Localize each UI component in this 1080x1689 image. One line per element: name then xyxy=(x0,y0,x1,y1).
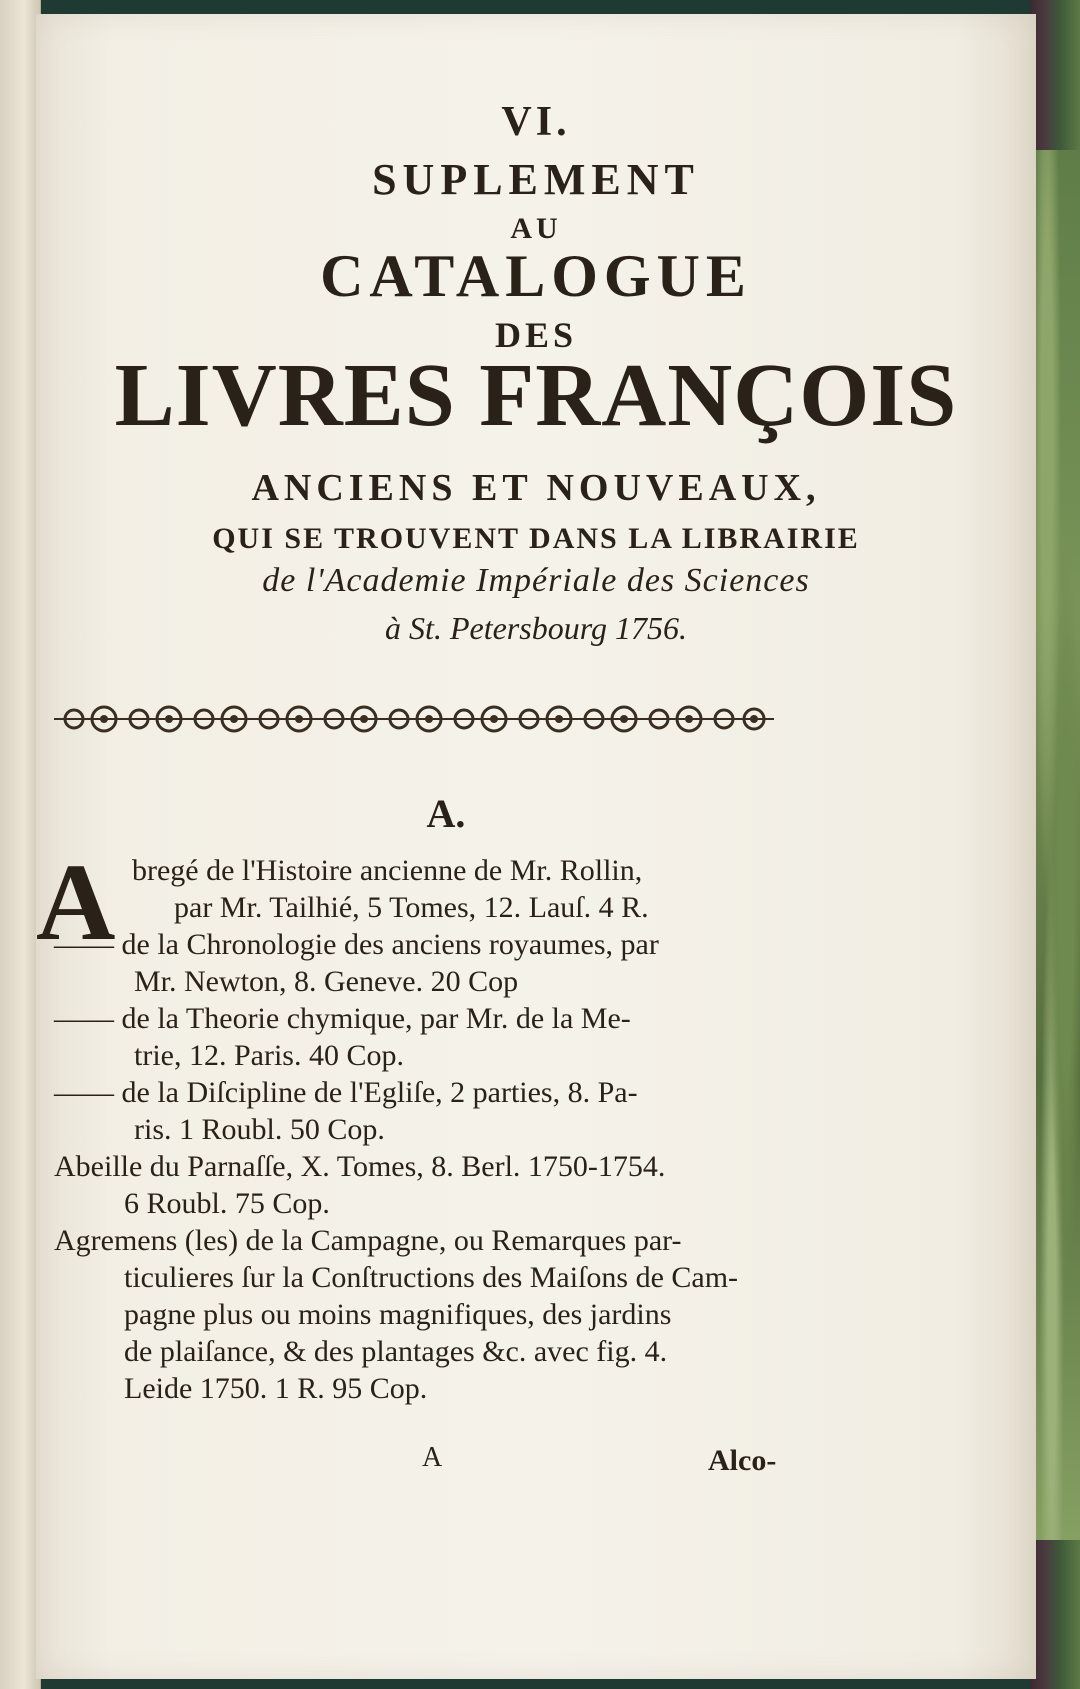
catchword: Alco- xyxy=(708,1444,777,1477)
subtitle-librairie: QUI SE TROUVENT DANS LA LIBRAIRIE xyxy=(212,522,860,555)
title-livres-francois: LIVRES FRANÇOIS xyxy=(114,346,958,445)
entry-line: trie, 12. Paris. 40 Cop. xyxy=(134,1039,404,1072)
title-au: AU xyxy=(510,212,562,245)
entry-line: pagne plus ou moins magnifiques, des jardins xyxy=(124,1298,672,1331)
entry-line: —— de la Theorie chymique, par Mr. de la Me- xyxy=(54,1002,631,1035)
section-letter: A. xyxy=(426,791,466,836)
title-catalogue: CATALOGUE xyxy=(320,243,752,309)
entry-line: ticulieres ſur la Conſtructions des Maiſons de Cam- xyxy=(124,1261,739,1294)
subtitle-academie: de l'Academie Impériale des Sciences xyxy=(262,562,810,599)
entry-line: Leide 1750. 1 R. 95 Cop. xyxy=(124,1372,428,1405)
book-page xyxy=(36,14,1036,1679)
entry-line: —— de la Chronologie des anciens royaumes, par xyxy=(54,928,659,961)
title-suplement: SUPLEMENT xyxy=(372,155,700,204)
entry-line: —— de la Diſcipline de l'Egliſe, 2 parties, 8. Pa- xyxy=(54,1076,638,1109)
entry-line: 6 Roubl. 75 Cop. xyxy=(124,1187,330,1220)
marbled-endpaper xyxy=(1033,150,1080,1540)
entry-line: de plaiſance, & des plantages &c. avec fig. 4. xyxy=(124,1335,668,1368)
title-des: DES xyxy=(494,315,578,355)
facing-page-edge xyxy=(0,0,41,1689)
entry-line: ris. 1 Roubl. 50 Cop. xyxy=(134,1113,385,1146)
catalogue-entries xyxy=(54,852,814,1407)
drop-capital: A xyxy=(36,841,116,963)
subtitle-anciens: ANCIENS ET NOUVEAUX, xyxy=(251,467,821,509)
entry-line: bregé de l'Histoire ancienne de Mr. Rollin, xyxy=(132,854,643,887)
signature-mark: A xyxy=(422,1442,443,1473)
subtitle-petersbourg: à St. Petersbourg 1756. xyxy=(385,610,687,646)
decorative-ornament-band xyxy=(54,700,774,738)
entry-line: par Mr. Tailhié, 5 Tomes, 12. Lauſ. 4 R. xyxy=(174,891,649,924)
page-number: VI. xyxy=(501,99,571,145)
entry-line: Mr. Newton, 8. Geneve. 20 Cop xyxy=(134,965,519,998)
entry-line: Abeille du Parnaſſe, X. Tomes, 8. Berl. 1750-1754. xyxy=(54,1150,666,1183)
entry-line: Agremens (les) de la Campagne, ou Remarques par- xyxy=(54,1224,682,1257)
